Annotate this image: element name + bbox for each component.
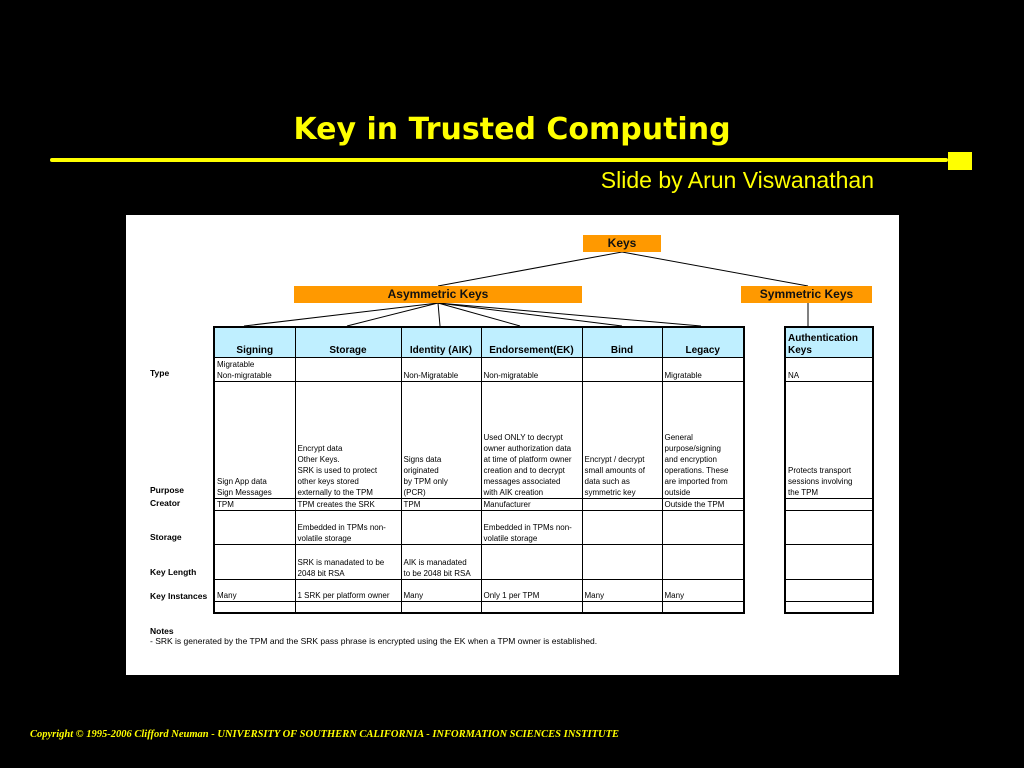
notes-label: Notes: [150, 626, 174, 636]
table-cell: [401, 510, 481, 544]
table-cell: Sign App data Sign Messages: [214, 381, 295, 498]
table-cell: [662, 544, 744, 579]
auth-creator-cell: [785, 498, 873, 510]
connector-asym-identity: [438, 303, 440, 326]
slide-title: Key in Trusted Computing: [293, 112, 731, 147]
auth-key-length-cell: [785, 544, 873, 579]
row-label-type: Type: [150, 368, 170, 378]
copyright-footer: Copyright © 1995-2006 Clifford Neuman - UNIVERSITY OF SOUTHERN CALIFORNIA - INFORMATION SCIENCES INSTITUTE: [30, 729, 620, 740]
symmetric-keys-node: Symmetric Keys: [741, 286, 872, 303]
table-cell: 1 SRK per platform owner: [295, 579, 401, 601]
table-cell: Outside the TPM: [662, 498, 744, 510]
table-cell: [481, 544, 582, 579]
column-header: Legacy: [662, 327, 744, 357]
connector-asym-storage: [347, 303, 438, 326]
row-label-creator: Creator: [150, 498, 181, 508]
auth-empty-cell: [785, 601, 873, 613]
title-underline: [50, 158, 948, 162]
table-cell: [582, 357, 662, 381]
table-cell: [582, 544, 662, 579]
table-header-row: [214, 327, 744, 357]
column-header: Bind: [582, 327, 662, 357]
table-cell: Embedded in TPMs non- volatile storage: [295, 510, 401, 544]
table-row-empty: [214, 601, 744, 613]
table-cell: Manufacturer: [481, 498, 582, 510]
row-label-storage: Storage: [150, 532, 182, 542]
auth-keys-header: Authentication Keys: [785, 327, 873, 357]
connector-keys-asymmetric: [438, 252, 622, 286]
table-cell: Non-Migratable: [401, 357, 481, 381]
table-cell: Non-migratable: [481, 357, 582, 381]
table-cell: Many: [214, 579, 295, 601]
column-header: Storage: [295, 327, 401, 357]
connector-asym-signing: [244, 303, 438, 326]
authentication-keys-table: [784, 326, 874, 614]
table-cell: [662, 510, 744, 544]
table-cell: Migratable: [662, 357, 744, 381]
auth-key-instances-cell: [785, 579, 873, 601]
table-row-type: [214, 357, 744, 381]
auth-purpose-cell: Protects transport sessions involving the TPM: [785, 381, 873, 498]
table-cell: Encrypt data Other Keys. SRK is used to protect other keys stored externally to the TPM: [295, 381, 401, 498]
table-cell: TPM creates the SRK: [295, 498, 401, 510]
table-cell: Signs data originated by TPM only (PCR): [401, 381, 481, 498]
table-cell: Many: [662, 579, 744, 601]
table-row-creator: [214, 498, 744, 510]
table-row-purpose: [214, 381, 744, 498]
asymmetric-keys-node: Asymmetric Keys: [294, 286, 582, 303]
table-cell: Only 1 per TPM: [481, 579, 582, 601]
diagram-panel: [126, 215, 899, 675]
column-header: Endorsement(EK): [481, 327, 582, 357]
keys-node: Keys: [583, 235, 661, 252]
column-header: Signing: [214, 327, 295, 357]
row-label-purpose: Purpose: [150, 485, 185, 495]
table-cell: [214, 544, 295, 579]
column-header: Identity (AIK): [401, 327, 481, 357]
auth-type-cell: NA: [785, 357, 873, 381]
table-cell: Many: [582, 579, 662, 601]
table-cell: Embedded in TPMs non- volatile storage: [481, 510, 582, 544]
notes-text: - SRK is generated by the TPM and the SRK pass phrase is encrypted using the EK when a TPM owner is established.: [150, 636, 598, 646]
table-cell: [214, 510, 295, 544]
notes: [150, 626, 597, 646]
table-cell: AIK is manadated to be 2048 bit RSA: [401, 544, 481, 579]
asymmetric-keys-table: [213, 326, 745, 614]
slide-subtitle: Slide by Arun Viswanathan: [600, 167, 874, 193]
table-row-key-instances: [214, 579, 744, 601]
table-cell: Migratable Non-migratable: [214, 357, 295, 381]
row-label-key-instances: Key Instances: [150, 591, 208, 601]
table-cell: TPM: [401, 498, 481, 510]
table-cell: SRK is manadated to be 2048 bit RSA: [295, 544, 401, 579]
connector-asym-bind: [438, 303, 622, 326]
table-cell: Used ONLY to decrypt owner authorization data at time of platform owner creation and to decrypt messages associated with AIK creation: [481, 381, 582, 498]
table-cell: Encrypt / decrypt small amounts of data such as symmetric key: [582, 381, 662, 498]
table-cell: [582, 510, 662, 544]
table-row-storage: [214, 510, 744, 544]
table-cell: General purpose/signing and encryption operations. These are imported from outside: [662, 381, 744, 498]
table-row-key-length: [214, 544, 744, 579]
table-cell: Many: [401, 579, 481, 601]
table-cell: [582, 498, 662, 510]
connector-keys-symmetric: [622, 252, 808, 286]
row-label-key-length: Key Length: [150, 567, 197, 577]
title-underline-end: [948, 152, 972, 170]
auth-storage-cell: [785, 510, 873, 544]
table-cell: TPM: [214, 498, 295, 510]
table-cell: [295, 357, 401, 381]
